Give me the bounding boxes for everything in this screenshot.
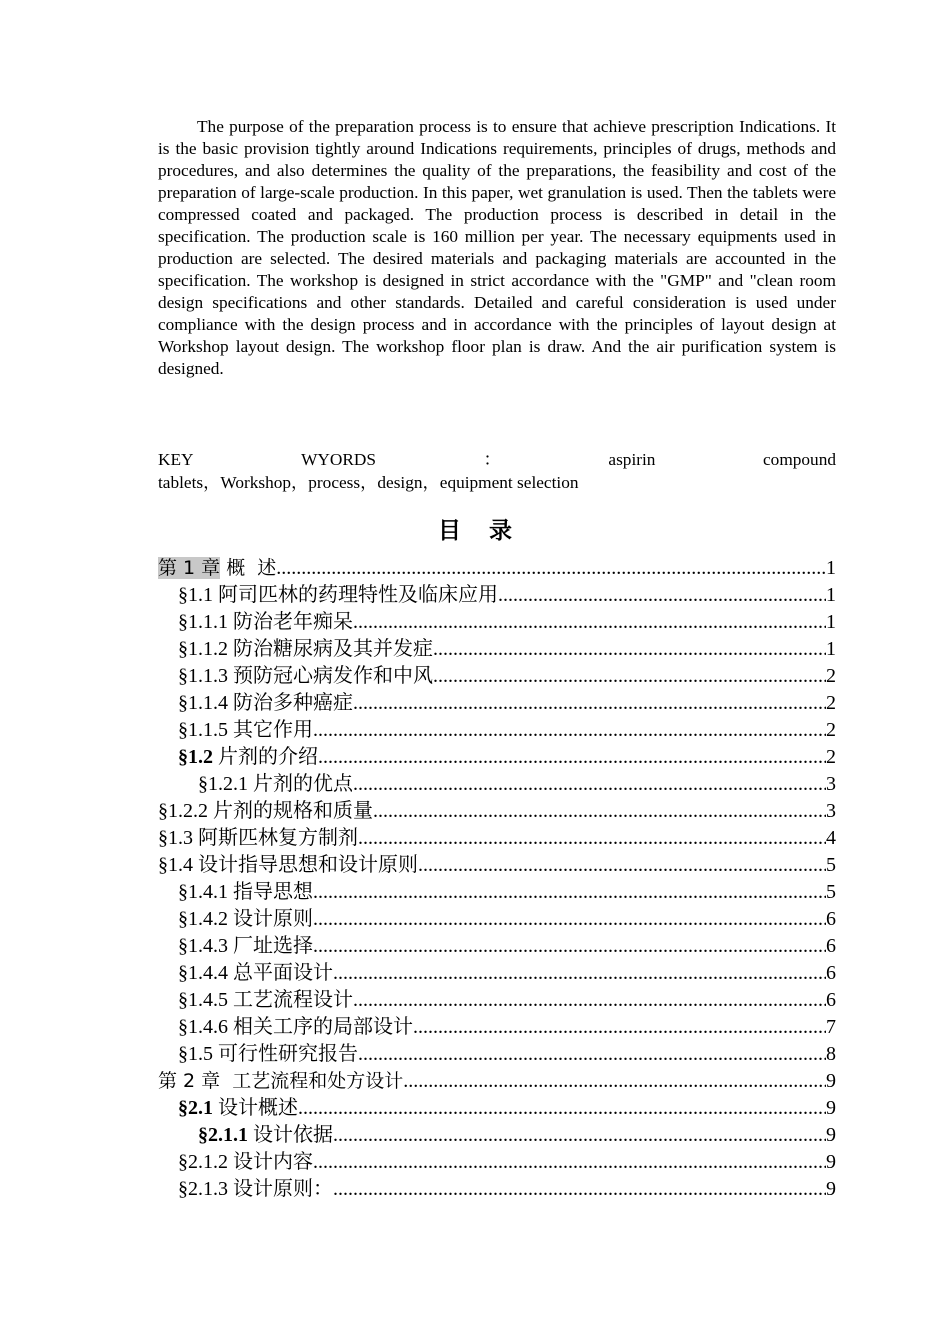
toc-entry[interactable] — [158, 771, 836, 798]
toc-dot-leader — [373, 798, 826, 825]
toc-entry-title — [158, 555, 276, 582]
toc-entry-label: 设计原则 — [228, 908, 313, 930]
toc-entry-title — [178, 906, 313, 933]
toc-page-number: 1 — [826, 584, 836, 606]
toc-entry-number: §1.1 — [178, 584, 213, 606]
toc-page-number: 9 — [826, 1151, 836, 1173]
toc-entry-number: §1.4.1 — [178, 881, 228, 903]
table-of-contents — [158, 555, 836, 1203]
toc-entry-number: §1.4.6 — [178, 1016, 228, 1038]
toc-entry-label: 工艺流程设计 — [228, 989, 353, 1011]
toc-page-number: 9 — [826, 1070, 836, 1092]
toc-entry-label: 防治老年痴呆 — [228, 611, 353, 633]
toc-entry-label: 防治糖尿病及其并发症 — [228, 638, 433, 660]
toc-entry[interactable] — [158, 906, 836, 933]
toc-entry-label: 设计依据 — [248, 1124, 333, 1146]
toc-dot-leader — [318, 744, 826, 771]
keywords-line-1 — [158, 448, 836, 471]
keyword-compound: compound — [763, 450, 836, 469]
toc-title: 目录 — [438, 518, 540, 544]
toc-entry-label: 片剂的规格和质量 — [208, 800, 373, 822]
toc-entry-label: 设计原则： — [228, 1178, 333, 1200]
toc-dot-leader — [313, 906, 826, 933]
toc-entry-label: 概 述 — [220, 557, 277, 579]
toc-page-number: 5 — [826, 881, 836, 903]
toc-entry[interactable] — [158, 744, 836, 771]
toc-entry-number: §1.1.5 — [178, 719, 228, 741]
toc-entry-label: 防治多种癌症 — [228, 692, 353, 714]
toc-entry[interactable] — [158, 690, 836, 717]
toc-dot-leader — [498, 582, 826, 609]
toc-entry-number: §1.4.4 — [178, 962, 228, 984]
toc-entry-title — [158, 798, 373, 825]
toc-dot-leader — [313, 879, 826, 906]
toc-entry-number: §1.1.2 — [178, 638, 228, 660]
toc-dot-leader — [413, 1014, 826, 1041]
toc-entry-number: §1.4.3 — [178, 935, 228, 957]
toc-entry-label: 其它作用 — [228, 719, 313, 741]
toc-entry[interactable] — [158, 852, 836, 879]
toc-page-number: 9 — [826, 1124, 836, 1146]
toc-entry-title — [178, 1149, 313, 1176]
toc-entry-title — [178, 663, 433, 690]
toc-entry-label: 可行性研究报告 — [213, 1043, 358, 1065]
toc-page-number: 2 — [826, 719, 836, 741]
toc-entry[interactable] — [158, 798, 836, 825]
toc-entry[interactable] — [158, 960, 836, 987]
toc-dot-leader — [313, 933, 826, 960]
toc-page-number: 9 — [826, 1097, 836, 1119]
toc-entry-title — [178, 1014, 413, 1041]
toc-entry-title — [178, 582, 498, 609]
toc-entry[interactable] — [158, 582, 836, 609]
toc-entry[interactable] — [158, 1122, 836, 1149]
toc-entry-number: 第 2 章 — [158, 1070, 221, 1092]
toc-dot-leader — [358, 825, 826, 852]
toc-entry-number: §1.2.1 — [198, 773, 248, 795]
toc-dot-leader — [313, 1149, 826, 1176]
toc-entry-title — [178, 960, 333, 987]
toc-entry-number: §2.1.2 — [178, 1151, 228, 1173]
toc-entry-number: §1.5 — [178, 1043, 213, 1065]
toc-entry[interactable] — [158, 1041, 836, 1068]
toc-entry-number: §1.4.2 — [178, 908, 228, 930]
toc-entry-number: §1.3 — [158, 827, 193, 849]
toc-dot-leader — [333, 1176, 826, 1203]
toc-entry-title — [178, 744, 318, 771]
toc-page-number: 2 — [826, 746, 836, 768]
toc-dot-leader — [333, 1122, 826, 1149]
toc-dot-leader — [333, 960, 826, 987]
toc-page-number: 2 — [826, 665, 836, 687]
toc-entry-title — [178, 690, 353, 717]
toc-entry[interactable] — [158, 1149, 836, 1176]
toc-page-number: 6 — [826, 935, 836, 957]
toc-entry-title — [178, 1041, 358, 1068]
toc-dot-leader — [353, 987, 826, 1014]
keyword-aspirin: aspirin — [608, 450, 656, 469]
toc-entry-title — [178, 879, 313, 906]
toc-page-number: 8 — [826, 1043, 836, 1065]
toc-entry-title — [178, 1095, 298, 1122]
toc-dot-leader — [403, 1068, 826, 1095]
toc-entry-title — [178, 933, 313, 960]
keywords — [158, 448, 836, 494]
toc-entry[interactable] — [158, 825, 836, 852]
toc-page-number: 5 — [826, 854, 836, 876]
toc-entry[interactable] — [158, 1068, 836, 1095]
toc-dot-leader — [433, 663, 826, 690]
toc-entry-title — [178, 636, 433, 663]
toc-entry-label: 设计概述 — [213, 1097, 298, 1119]
toc-entry-number: §1.1.1 — [178, 611, 228, 633]
toc-entry[interactable] — [158, 933, 836, 960]
toc-dot-leader — [353, 690, 826, 717]
toc-page-number: 6 — [826, 962, 836, 984]
toc-entry-number: §1.2 — [178, 746, 213, 768]
toc-entry-number: §2.1.1 — [198, 1124, 248, 1146]
toc-page-number: 1 — [826, 638, 836, 660]
toc-entry-number: §1.1.3 — [178, 665, 228, 687]
toc-page-number: 7 — [826, 1016, 836, 1038]
toc-entry[interactable] — [158, 1176, 836, 1203]
toc-entry-number: 第 1 章 — [158, 557, 221, 579]
toc-page-number: 3 — [826, 800, 836, 822]
toc-entry-number: §2.1.3 — [178, 1178, 228, 1200]
toc-page-number: 4 — [826, 827, 836, 849]
toc-page-number: 9 — [826, 1178, 836, 1200]
toc-entry-title — [158, 825, 358, 852]
toc-entry[interactable] — [158, 609, 836, 636]
toc-page-number: 6 — [826, 908, 836, 930]
toc-entry-title — [198, 1122, 333, 1149]
keywords-label-words: WYORDS — [301, 450, 376, 469]
toc-dot-leader — [313, 717, 826, 744]
toc-entry-label: 厂址选择 — [228, 935, 313, 957]
toc-dot-leader — [433, 636, 826, 663]
toc-entry-number: §1.1.4 — [178, 692, 228, 714]
toc-entry-label: 设计指导思想和设计原则 — [193, 854, 418, 876]
toc-entry-label: 阿斯匹林复方制剂 — [193, 827, 358, 849]
toc-entry[interactable] — [158, 1095, 836, 1122]
toc-entry-title — [178, 1176, 333, 1203]
toc-dot-leader — [353, 771, 826, 798]
toc-dot-leader — [298, 1095, 826, 1122]
toc-entry[interactable] — [158, 555, 836, 582]
toc-dot-leader — [418, 852, 826, 879]
toc-entry-number: §1.4.5 — [178, 989, 228, 1011]
toc-entry-number: §1.2.2 — [158, 800, 208, 822]
toc-entry[interactable] — [158, 987, 836, 1014]
toc-page-number: 3 — [826, 773, 836, 795]
toc-entry-label: 片剂的优点 — [248, 773, 353, 795]
toc-page-number: 1 — [826, 611, 836, 633]
toc-dot-leader — [358, 1041, 826, 1068]
toc-entry-title — [178, 717, 313, 744]
toc-dot-leader — [276, 555, 826, 582]
toc-entry[interactable] — [158, 879, 836, 906]
keywords-label-key: KEY — [158, 450, 194, 469]
toc-entry-title — [158, 852, 418, 879]
toc-entry[interactable] — [158, 663, 836, 690]
toc-page-number: 2 — [826, 692, 836, 714]
toc-dot-leader — [353, 609, 826, 636]
keywords-colon: ： — [483, 450, 501, 469]
toc-entry[interactable] — [158, 636, 836, 663]
toc-entry-title — [158, 1068, 403, 1095]
toc-entry-number: §1.4 — [158, 854, 193, 876]
toc-entry-label: 工艺流程和处方设计 — [220, 1070, 404, 1092]
toc-page-number: 6 — [826, 989, 836, 1011]
toc-entry-title — [198, 771, 353, 798]
toc-entry-label: 片剂的介绍 — [213, 746, 318, 768]
toc-entry[interactable] — [158, 717, 836, 744]
toc-entry-label: 阿司匹林的药理特性及临床应用 — [213, 584, 498, 606]
toc-entry-label: 预防冠心病发作和中风 — [228, 665, 433, 687]
toc-entry-title — [178, 609, 353, 636]
abstract-paragraph: The purpose of the preparation process is to ensure that achieve prescription Indications. It is the basic provision tightly around Indications requirements, principles of drugs, methods and procedures, and also determines the quality of the preparations, the feasibility and cost of the preparation of large-scale production. In this paper, wet granulation is used. Then the tablets were compressed coated and packaged. The production process is described in detail in the specification. The production scale is 160 million per year. The necessary equipments used in production are selected. The desired materials and packaging materials are accounted in the specification. The workshop is designed in strict accordance with the "GMP" and "clean room design specifications and other standards. Detailed and careful consideration is used under compliance with the design process and in accordance with the principles of layout design at Workshop layout design. The workshop floor plan is draw. And the air purification system is designed. — [158, 117, 836, 378]
toc-entry-label: 相关工序的局部设计 — [228, 1016, 413, 1038]
toc-entry-title — [178, 987, 353, 1014]
toc-entry[interactable] — [158, 1014, 836, 1041]
toc-page-number: 1 — [826, 557, 836, 579]
toc-entry-label: 总平面设计 — [228, 962, 333, 984]
toc-entry-label: 指导思想 — [228, 881, 313, 903]
keywords-line-2: tablets，Workshop，process，design，equipment selection — [158, 473, 579, 492]
toc-entry-label: 设计内容 — [228, 1151, 313, 1173]
toc-entry-number: §2.1 — [178, 1097, 213, 1119]
